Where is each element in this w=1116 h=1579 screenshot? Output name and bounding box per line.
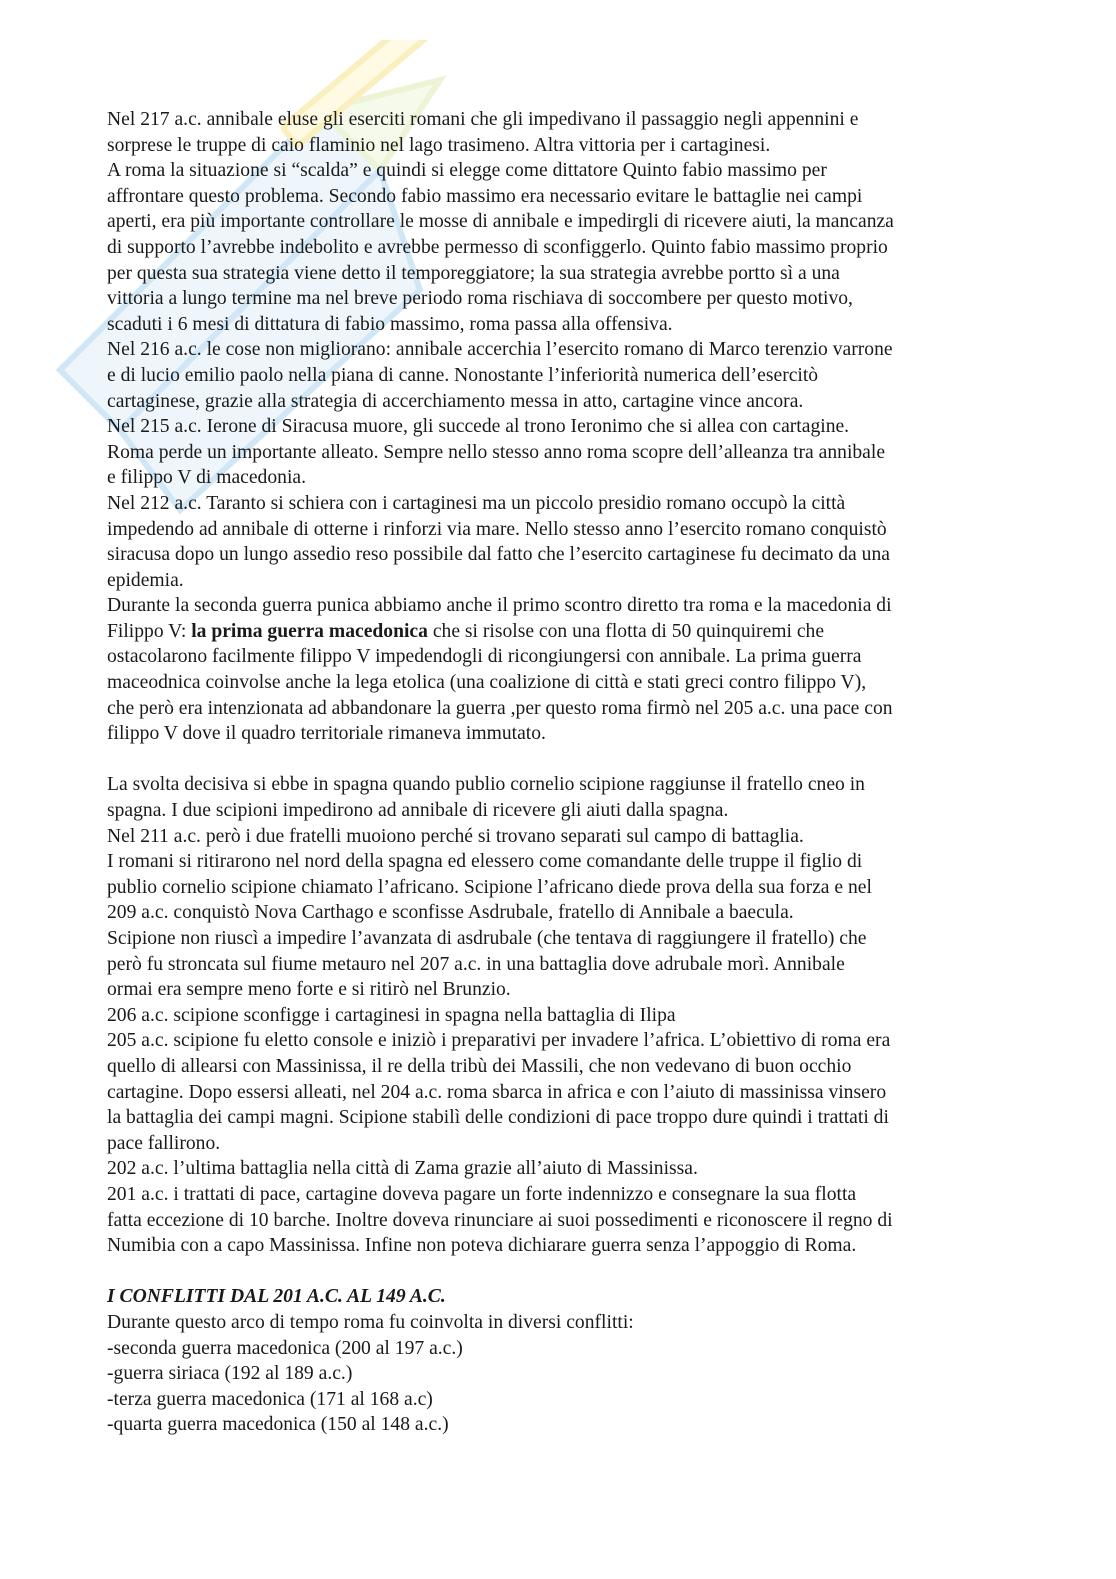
text-line-with-bold: [107, 619, 1017, 645]
paragraph-scipio-campaigns: [107, 772, 1017, 1258]
blank-line: [107, 747, 1017, 773]
text-line: Nel 215 a.c. Ierone di Siracusa muore, gli succede al trono Ieronimo che si allea con cartagine.: [107, 416, 850, 438]
text-line: 206 a.c. scipione sconfigge i cartaginesi in spagna nella battaglia di Ilipa: [107, 1004, 676, 1026]
paragraph-conflicts-list: [107, 1310, 1017, 1438]
paragraph-second-punic-war: [107, 107, 1017, 747]
text-line: scaduti i 6 mesi di dittatura di fabio massimo, roma passa alla offensiva.: [107, 313, 673, 335]
text-line: 202 a.c. l’ultima battaglia nella città di Zama grazie all’aiuto di Massinissa.: [107, 1158, 698, 1180]
document-page: [107, 107, 1017, 1438]
section-heading: I CONFLITTI DAL 201 A.C. AL 149 A.C.: [107, 1286, 446, 1308]
text-line: cartagine. Dopo essersi alleati, nel 204 a.c. roma sbarca in africa e con l’aiuto di massinissa vinsero: [107, 1081, 887, 1103]
text-line: Roma perde un importante alleato. Sempre nello stesso anno roma scopre dell’alleanza tra annibale: [107, 441, 886, 463]
text-fragment: che si risolse con una flotta di 50 quinquiremi che: [427, 620, 825, 642]
text-fragment: Filippo V:: [107, 620, 192, 642]
text-line: Nel 217 a.c. annibale eluse gli eserciti romani che gli impedivano il passaggio negli appennini e: [107, 109, 859, 130]
text-line: la battaglia dei campi magni. Scipione stabilì delle condizioni di pace troppo dure quindi i trattati di: [107, 1107, 889, 1129]
text-line: sorprese le truppe di caio flaminio nel lago trasimeno. Altra vittoria per i cartaginesi.: [107, 134, 771, 156]
text-line: vittoria a lungo termine ma nel breve periodo roma rischiava di soccombere per questo motivo,: [107, 288, 853, 310]
text-line: siracusa dopo un lungo assedio reso possibile dal fatto che l’esercito cartaginese fu decimato da una: [107, 544, 890, 566]
list-item: -seconda guerra macedonica (200 al 197 a.c.): [107, 1337, 463, 1359]
text-line: però fu stroncata sul fiume metauro nel 207 a.c. in una battaglia dove adrubale morì. Annibale: [107, 953, 845, 975]
text-line: fatta eccezione di 10 barche. Inoltre doveva rinunciare ai suoi possedimenti e riconoscere il regno di: [107, 1209, 893, 1231]
text-line: Numibia con a capo Massinissa. Infine non poteva dichiarare guerra senza l’appoggio di Roma.: [107, 1235, 857, 1257]
text-line: Durante la seconda guerra punica abbiamo anche il primo scontro diretto tra roma e la macedonia di: [107, 595, 892, 617]
text-line: I romani si ritirarono nel nord della spagna ed elessero come comandante delle truppe il figlio di: [107, 851, 863, 873]
text-line: cartaginese, grazie alla strategia di accerchiamento messa in atto, cartagine vince ancora.: [107, 390, 804, 412]
text-line: 205 a.c. scipione fu eletto console e iniziò i preparativi per invadere l’africa. L’obiettivo di roma era: [107, 1030, 891, 1052]
text-line: e filippo V di macedonia.: [107, 467, 306, 489]
text-line: filippo V dove il quadro territoriale rimaneva immutato.: [107, 723, 546, 745]
blank-line: [107, 1259, 1017, 1285]
text-line: impedendo ad annibale di otterne i rinforzi via mare. Nello stesso anno l’esercito romano conquistò: [107, 518, 887, 540]
text-line: affrontare questo problema. Secondo fabio massimo era necessario evitare le battaglie nei campi: [107, 185, 863, 207]
text-line: A roma la situazione si “scalda” e quindi si elegge come dittatore Quinto fabio massimo per: [107, 160, 827, 182]
text-line: epidemia.: [107, 569, 184, 591]
text-line: e di lucio emilio paolo nella piana di canne. Nonostante l’inferiorità numerica dell’esercitò: [107, 364, 819, 386]
text-line: publio cornelio scipione chiamato l’africano. Scipione l’africano diede prova della sua forza e nel: [107, 876, 872, 898]
text-line: aperti, era più importante controllare le mosse di annibale e impedirgli di ricevere aiuti, la mancanza: [107, 211, 894, 233]
text-line: che però era intenzionata ad abbandonare la guerra ,per questo roma firmò nel 205 a.c. una pace con: [107, 697, 893, 719]
text-line: La svolta decisiva si ebbe in spagna quando publio cornelio scipione raggiunse il fratello cneo in: [107, 774, 865, 796]
text-line: maceodnica coinvolse anche la lega etolica (una coalizione di città e stati greci contro filippo V),: [107, 672, 867, 694]
text-line: ostacolarono facilmente filippo V impedendogli di ricongiungersi con annibale. La prima guerra: [107, 646, 862, 668]
text-line: per questa sua strategia viene detto il temporeggiatore; la sua strategia avrebbe portto sì a una: [107, 262, 840, 284]
text-line: di supporto l’avrebbe indebolito e avrebbe permesso di sconfiggerlo. Quinto fabio massimo proprio: [107, 236, 888, 258]
text-line: spagna. I due scipioni impedirono ad annibale di ricevere gli aiuti dalla spagna.: [107, 800, 729, 822]
text-line: Nel 211 a.c. però i due fratelli muoiono perché si trovano separati sul campo di battaglia.: [107, 825, 804, 847]
list-item: -guerra siriaca (192 al 189 a.c.): [107, 1363, 353, 1385]
text-line: Nel 212 a.c. Taranto si schiera con i cartaginesi ma un piccolo presidio romano occupò la città: [107, 492, 846, 514]
text-line: Nel 216 a.c. le cose non migliorano: annibale accerchia l’esercito romano di Marco terenzio varrone: [107, 339, 893, 361]
text-line: Durante questo arco di tempo roma fu coinvolta in diversi conflitti:: [107, 1311, 634, 1333]
list-item: -terza guerra macedonica (171 al 168 a.c): [107, 1388, 433, 1410]
bold-term-first-macedonian-war: la prima guerra macedonica: [191, 620, 428, 642]
list-item: -quarta guerra macedonica (150 al 148 a.c.): [107, 1414, 449, 1436]
text-line: 201 a.c. i trattati di pace, cartagine doveva pagare un forte indennizzo e consegnare la sua flotta: [107, 1183, 857, 1205]
text-line: pace fallirono.: [107, 1132, 221, 1154]
text-line: quello di allearsi con Massinissa, il re della tribù dei Massili, che non vedevano di buon occhio: [107, 1055, 852, 1077]
text-line: 209 a.c. conquistò Nova Carthago e sconfisse Asdrubale, fratello di Annibale a baecula.: [107, 902, 794, 924]
text-line: ormai era sempre meno forte e si ritirò nel Brunzio.: [107, 979, 511, 1001]
text-line: Scipione non riuscì a impedire l’avanzata di asdrubale (che tentava di raggiungere il fratello) che: [107, 928, 867, 949]
